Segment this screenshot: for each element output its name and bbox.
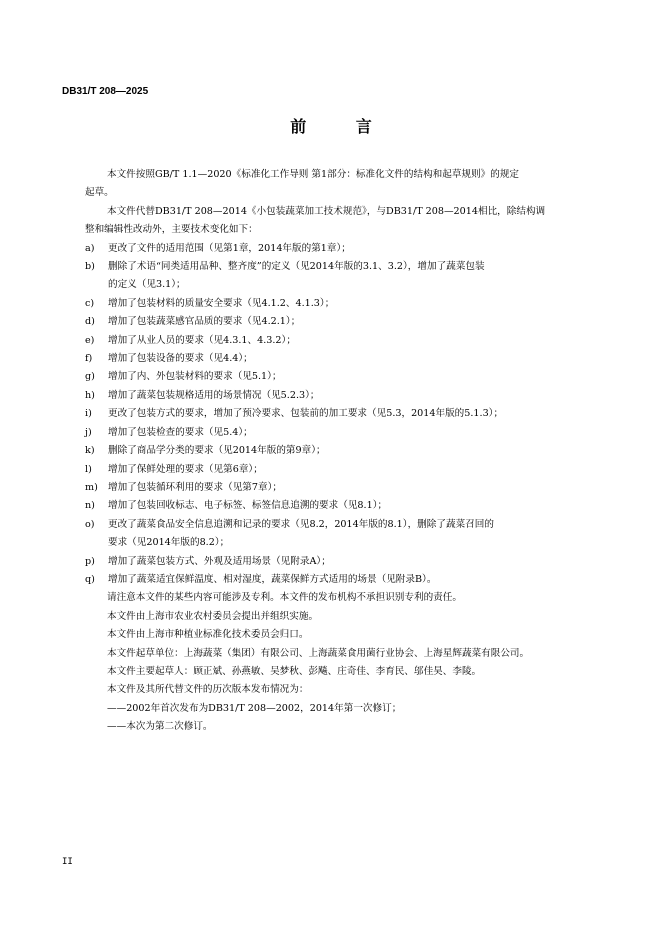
list-item-text: 增加了包装材料的质量安全要求（见4.1.2、4.1.3）； [108, 297, 335, 309]
list-item-label: i) [85, 408, 92, 420]
history-item: ——本次为第二次修订。 [107, 721, 213, 733]
list-item [85, 424, 585, 442]
list-item-text: 删除了术语“同类适用品种、整齐度”的定义（见2014年版的3.1、3.2），增加了蔬菜包装 [108, 261, 485, 273]
committee-paragraph: 本文件由上海市种植业标准化技术委员会归口。 [107, 629, 309, 641]
list-item [85, 313, 585, 331]
list-item-label: p) [85, 555, 95, 567]
intro-paragraph-2-cont: 整和编辑性改动外，主要技术变化如下： [85, 224, 258, 236]
change-list [85, 240, 585, 590]
intro-paragraph-1-cont: 起草。 [85, 187, 114, 199]
list-item [85, 405, 585, 423]
drafting-units-paragraph: 本文件起草单位：上海蔬菜（集团）有限公司、上海蔬菜食用菌行业协会、上海星辉蔬菜有限公司。 [107, 647, 530, 659]
list-item [85, 461, 585, 479]
list-item-label: k) [85, 445, 95, 457]
list-item-text: 增加了包装回收标志、电子标签、标签信息追溯的要求（见8.1）； [108, 500, 388, 512]
list-item-text: 增加了蔬菜包装方式、外观及适用场景（见附录A）； [108, 555, 331, 567]
list-item-label: j) [85, 426, 92, 438]
list-item [85, 295, 585, 313]
list-item-label: h) [85, 389, 95, 401]
history-item: ——2002年首次发布为DB31/T 208—2002，2014年第一次修订； [107, 702, 402, 714]
list-item-continuation: 要求（见2014年版的8.2）； [108, 537, 230, 549]
drafters-paragraph: 本文件主要起草人：顾正斌、孙燕敏、吴梦秋、彭飚、庄奇佳、李育民、邬佳昊、李陵。 [107, 665, 482, 677]
list-item [85, 387, 585, 405]
intro-paragraph-1: 本文件按照GB/T 1.1—2020《标准化工作导则 第1部分：标准化文件的结构和起草规则》的规定 [107, 169, 520, 180]
document-code: DB31/T 208—2025 [62, 86, 149, 97]
list-item-label: l) [85, 463, 92, 475]
list-item-label: d) [85, 316, 95, 328]
list-item [85, 350, 585, 368]
list-item-label: n) [85, 500, 95, 512]
document-body [85, 166, 585, 737]
list-item [85, 332, 585, 350]
list-item-label: c) [85, 297, 95, 309]
list-item-text: 增加了保鲜处理的要求（见第6章）； [108, 463, 263, 475]
list-item-label: e) [85, 334, 95, 346]
list-item [85, 240, 585, 258]
list-item [85, 516, 585, 534]
page-number: II [62, 857, 73, 867]
list-item [85, 368, 585, 386]
list-item [85, 479, 585, 497]
list-item-text: 更改了包装方式的要求，增加了预冷要求、包装前的加工要求（见5.3，2014年版的5.1.3）； [108, 408, 504, 420]
list-item-text: 增加了蔬菜适宜保鲜温度、相对湿度，蔬菜保鲜方式适用的场景（见附录B）。 [108, 573, 437, 585]
list-item-continuation: 的定义（见3.1）； [108, 279, 186, 291]
page-title: 前 言 [290, 117, 394, 136]
list-item-text: 增加了从业人员的要求（见4.3.1、4.3.2）； [108, 334, 296, 346]
list-item [85, 571, 585, 589]
list-item-text: 增加了包装设备的要求（见4.4）； [108, 353, 253, 365]
list-item-text: 增加了内、外包装材料的要求（见5.1）； [108, 371, 282, 383]
intro-paragraph-2: 本文件代替DB31/T 208—2014《小包装蔬菜加工技术规范》，与DB31/T 208—2014相比，除结构调 [107, 205, 546, 217]
list-item [85, 553, 585, 571]
list-item-label: a) [85, 242, 95, 254]
list-item-label: f) [85, 353, 93, 365]
list-item-label: b) [85, 261, 95, 273]
history-intro-paragraph: 本文件及其所代替文件的历次版本发布情况为： [107, 684, 309, 696]
list-item [85, 497, 585, 515]
list-item-text: 增加了包装循环利用的要求（见第7章）； [108, 481, 282, 493]
list-item-text: 增加了包装蔬菜感官品质的要求（见4.2.1）； [108, 316, 301, 328]
list-item-label: q) [85, 573, 95, 585]
list-item [85, 442, 585, 460]
proposer-paragraph: 本文件由上海市农业农村委员会提出并组织实施。 [107, 610, 319, 622]
list-item [85, 258, 585, 276]
list-item-text: 更改了文件的适用范围（见第1章，2014年版的第1章）； [108, 242, 351, 254]
list-item-text: 更改了蔬菜食品安全信息追溯和记录的要求（见8.2，2014年版的8.1），删除了蔬菜召回的 [108, 518, 494, 530]
list-item-label: m) [85, 481, 98, 493]
list-item-text: 增加了包装检查的要求（见5.4）； [108, 426, 253, 438]
list-item-text: 增加了蔬菜包装规格适用的场景情况（见5.2.3）； [108, 389, 320, 401]
list-item-text: 删除了商品学分类的要求（见2014年版的第9章）； [108, 445, 326, 457]
patent-notice: 请注意本文件的某些内容可能涉及专利。本文件的发布机构不承担识别专利的责任。 [107, 592, 462, 604]
list-item-label: o) [85, 518, 95, 530]
list-item-label: g) [85, 371, 95, 383]
